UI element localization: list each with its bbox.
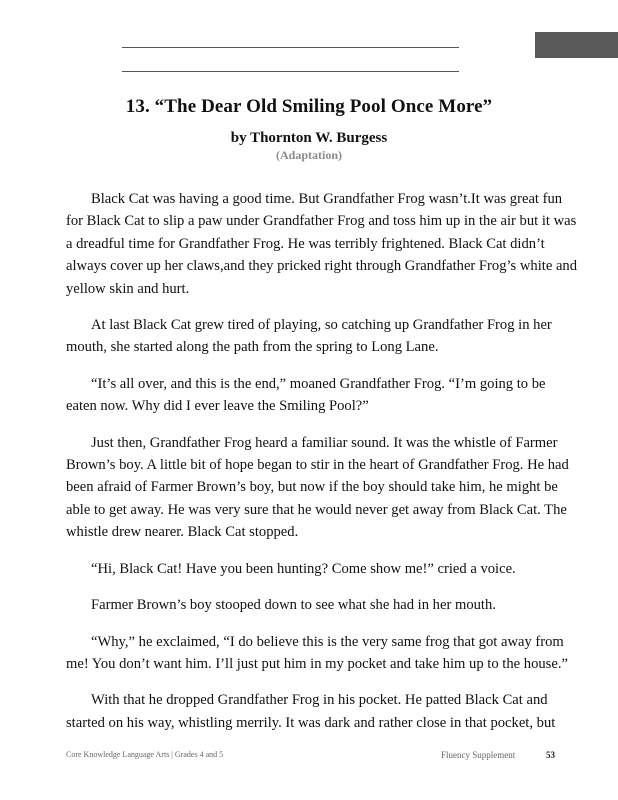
footer-supplement: Fluency Supplement [441,750,516,760]
paragraph: Black Cat was having a good time. But Grandfather Frog wasn’t.It was great fun for Black Cat to slip a paw under Grandfather Frog and toss him up in the air but it was a dreadful time for Grandfather Frog. He was terribly frightened. Black Cat didn’t always cover up her claws,and they pricked right through Grandfather Frog’s white and yellow skin and hurt. [66,191,578,297]
paragraph: Farmer Brown’s boy stooped down to see what she had in her mouth. [91,597,496,614]
story-body [66,188,578,748]
paragraph: “It’s all over, and this is the end,” moaned Grandfather Frog. “I’m going to be eaten now. Why did I ever leave the Smiling Pool?” [66,375,546,415]
paragraph: Just then, Grandfather Frog heard a familiar sound. It was the whistle of Farmer Brown’s boy. A little bit of hope began to stir in the heart of Grandfather Frog. He had been afraid of Farmer Brown’s boy, but now if the boy should take him, he might be able to get away. He was very sure that he would never get away from Black Cat. The whistle drew nearer. Black Cat stopped. [66,434,569,541]
paragraph: With that he dropped Grandfather Frog in his pocket. He patted Black Cat and started on his way, whistling merrily. It was dark and rather close in that pocket, but [66,692,556,731]
footer-publisher: Core Knowledge Language Arts | Grades 4 and 5 [66,750,224,759]
story-title: 13. “The Dear Old Smiling Pool Once More” [125,96,493,117]
paragraph: “Hi, Black Cat! Have you been hunting? Come show me!” cried a voice. [91,560,516,577]
story-author: by Thornton W. Burgess [230,130,388,146]
adaptation-note: (Adaptation) [275,148,342,162]
date-line [122,71,459,72]
paragraph: At last Black Cat grew tired of playing, so catching up Grandfather Frog in her mouth, she started along the path from the spring to Long Lane. [66,317,552,356]
page-number: 53 [546,750,555,760]
header-decoration-box [535,32,618,58]
paragraph: “Why,” he exclaimed, “I do believe this is the very same frog that got away from me! You don’t want him. I’ll just put him in my pocket and take him up to the house.” [66,633,568,672]
name-line [122,47,459,48]
